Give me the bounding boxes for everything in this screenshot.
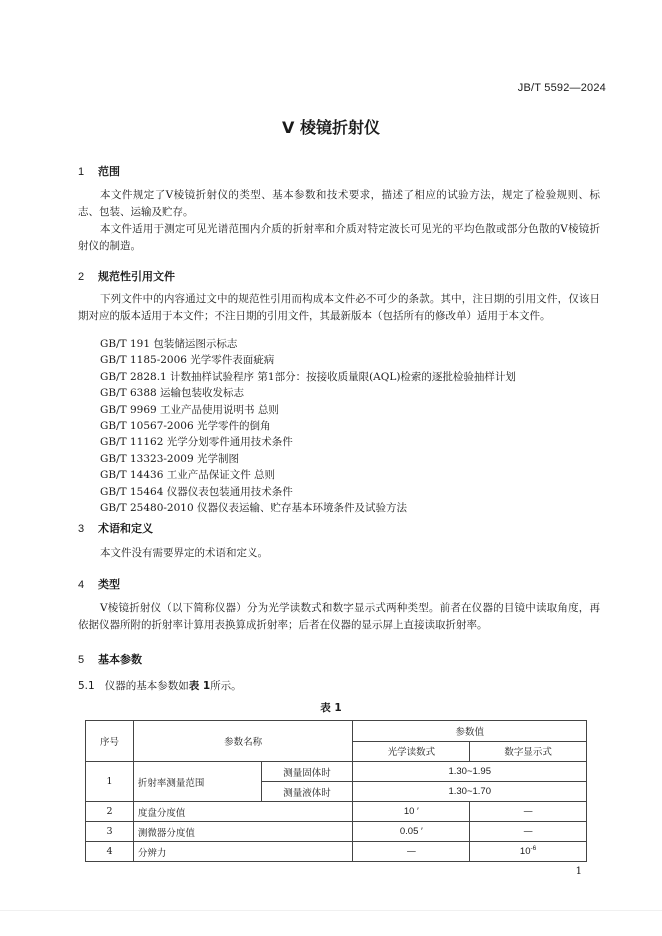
- section-2-heading: [78, 268, 175, 284]
- reference-item: GB/T 9969 工业产品使用说明书 总则: [100, 403, 279, 416]
- parameters-table: [85, 720, 587, 862]
- scope-paragraph-1: 本文件规定了V棱镜折射仪的类型、基本参数和技术要求，描述了相应的试验方法，规定了检验规则、标志、包装、运输及贮存。: [78, 189, 600, 218]
- cell-value: 1.30~1.95: [353, 762, 587, 782]
- section-number: 1: [78, 166, 85, 178]
- cell-name: 折射率测量范围: [133, 762, 261, 802]
- reference-list: [100, 336, 516, 516]
- table-row: [86, 842, 587, 862]
- header-seq: 序号: [86, 721, 134, 762]
- cell-seq: 1: [86, 762, 134, 802]
- footer-divider: [0, 910, 662, 911]
- reference-item: GB/T 2828.1 计数抽样试验程序 第1部分：按接收质量限(AQL)检索的逐批检验抽样计划: [100, 370, 516, 383]
- reference-item: GB/T 15464 仪器仪表包装通用技术条件: [100, 485, 293, 498]
- table-row: [86, 822, 587, 842]
- cell-name: 测微器分度值: [133, 822, 353, 842]
- reference-item: GB/T 25480-2010 仪器仪表运输、贮存基本环境条件及试验方法: [100, 502, 407, 515]
- reference-item: GB/T 13323-2009 光学制图: [100, 452, 239, 465]
- section-5-heading: [78, 651, 142, 667]
- cell-sub: 测量液体时: [261, 782, 353, 802]
- cell-name: 度盘分度值: [133, 802, 353, 822]
- normative-intro: 下列文件中的内容通过文中的规范性引用而构成本文件必不可少的条款。其中，注日期的引用文件，仅该日期对应的版本适用于本文件；不注日期的引用文件，其最新版本（包括所有的修改单）适用于本文件。: [78, 293, 600, 322]
- cell-seq: 3: [86, 822, 134, 842]
- section-title: 基本参数: [98, 653, 142, 666]
- cell-sub: 测量固体时: [261, 762, 353, 782]
- terms-text: 本文件没有需要界定的术语和定义。: [100, 547, 268, 559]
- cell-name: 分辨力: [133, 842, 353, 862]
- subsection-text-end: 所示。: [210, 680, 242, 692]
- reference-item: GB/T 191 包装储运图示标志: [100, 338, 238, 350]
- section-title: 规范性引用文件: [98, 270, 175, 283]
- cell-optical: 10 ′: [353, 802, 470, 822]
- cell-seq: 4: [86, 842, 134, 862]
- reference-item: GB/T 1185-2006 光学零件表面疵病: [100, 354, 275, 367]
- header-param-value: 参数值: [353, 721, 587, 742]
- resolution-exponent: -6: [530, 845, 537, 853]
- cell-seq: 2: [86, 802, 134, 822]
- header-optical: 光学读数式: [353, 741, 470, 762]
- table-reference: 表 1: [188, 680, 211, 692]
- section-number: 5: [78, 654, 85, 666]
- header-param-name: 参数名称: [133, 721, 353, 762]
- subsection-5-1: [78, 678, 242, 693]
- table-caption: 表 1: [320, 702, 342, 714]
- section-number: 2: [78, 271, 85, 283]
- standard-number: JB/T 5592—2024: [517, 82, 606, 94]
- cell-optical: —: [353, 842, 470, 862]
- scope-paragraph-2: 本文件适用于测定可见光谱范围内介质的折射率和介质对特定波长可见光的平均色散或部分色散的V棱镜折射仪的制造。: [78, 223, 600, 252]
- section-title: 术语和定义: [98, 522, 153, 535]
- section-number: 3: [78, 523, 85, 535]
- section-3-heading: [78, 520, 153, 536]
- subsection-text: 仪器的基本参数如: [104, 680, 189, 692]
- page-number: 1: [575, 866, 582, 877]
- cell-digital: —: [470, 802, 587, 822]
- table-header-row: [86, 721, 587, 742]
- table-row: [86, 762, 587, 782]
- cell-value: 1.30~1.70: [353, 782, 587, 802]
- section-number: 4: [78, 579, 85, 591]
- reference-item: GB/T 10567-2006 光学零件的倒角: [100, 420, 271, 433]
- cell-optical: 0.05 ′: [353, 822, 470, 842]
- types-text: V棱镜折射仪（以下简称仪器）分为光学读数式和数字显示式两种类型。前者在仪器的目镜中读取角度，再依据仪器所附的折射率计算用表换算成折射率；后者在仪器的显示屏上直接读取折射率。: [78, 602, 600, 631]
- header-digital: 数字显示式: [470, 741, 587, 762]
- reference-item: GB/T 6388 运输包装收发标志: [100, 387, 245, 400]
- cell-digital: —: [470, 822, 587, 842]
- resolution-base: 10: [519, 846, 531, 858]
- section-4-heading: [78, 576, 120, 592]
- cell-digital: [470, 842, 587, 862]
- reference-item: GB/T 14436 工业产品保证文件 总则: [100, 469, 276, 482]
- reference-item: GB/T 11162 光学分划零件通用技术条件: [100, 436, 293, 449]
- section-1-heading: [78, 163, 120, 179]
- section-title: 范围: [98, 165, 120, 178]
- section-title: 类型: [98, 578, 120, 591]
- document-title: V 棱镜折射仪: [282, 118, 380, 137]
- subsection-number: 5.1: [78, 680, 95, 692]
- table-row: [86, 802, 587, 822]
